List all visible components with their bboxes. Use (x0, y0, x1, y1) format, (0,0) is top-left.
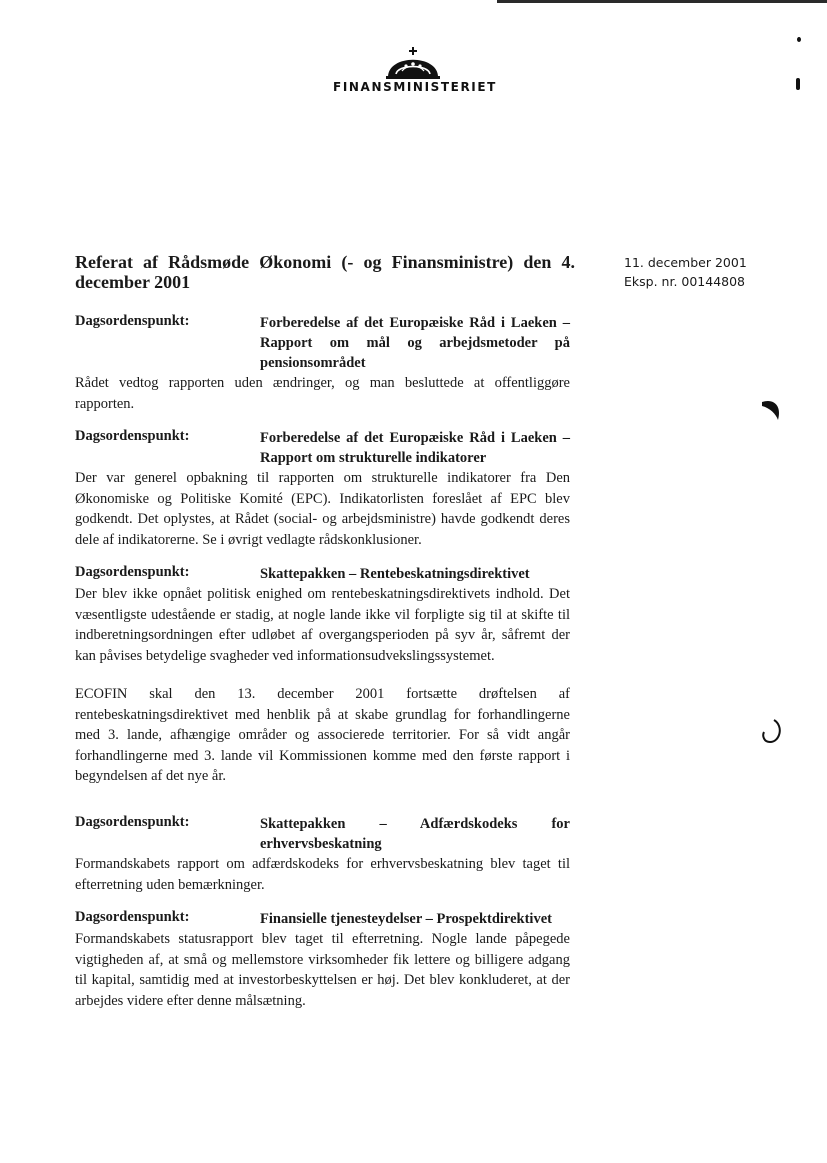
agenda-item (75, 564, 570, 787)
agenda-paragraph: Formandskabets rapport om adfærdskodeks for erhvervsbeskatning blev taget til efterretning uden bemærkninger. (75, 856, 570, 893)
agenda-item (75, 313, 570, 414)
agenda-item (75, 909, 570, 1011)
punch-hole-mark (760, 398, 782, 424)
scan-speck (796, 78, 800, 90)
document-date: 11. december 2001 (624, 255, 747, 270)
scan-edge-line (497, 0, 827, 3)
file-number: Eksp. nr. 00144808 (624, 274, 746, 289)
agenda-topic: Skattepakken – Rentebeskatningsdirektivet (260, 566, 530, 582)
agenda-label: Dagsordenspunkt: (75, 564, 190, 580)
agenda-item (75, 428, 570, 550)
agenda-paragraph: Rådet vedtog rapporten uden ændringer, og man besluttede at offentliggøre rapporten. (75, 375, 570, 412)
agenda-paragraph: ECOFIN skal den 13. december 2001 fortsætte drøftelsen af rentebeskatningsdirektivet med henblik på at skabe grundlag for forhandlingerne med 3. lande, afhængige områder og associerede territorier. For så vidt angår forhandlingerne med 3. lande vil Kommissionen komme med den første rapport i begyndelsen af det nye år. (75, 686, 570, 784)
agenda-header (75, 909, 570, 929)
agenda-topic: Forberedelse af det Europæiske Råd i Laeken – Rapport om mål og arbejdsmetoder på pensionsområdet (260, 315, 570, 371)
agenda-paragraph: Der blev ikke opnået politisk enighed om rentebeskatningsdirektivets indhold. Det væsentligste udestående er stadig, at nogle lande ikke vil forpligte sig til at skifte til indberetningsordningen efter udløbet af overgangsperioden på syv år, såfremt der kan påvises betydelige svagheder ved informationsudvekslingssystemet. (75, 586, 570, 664)
agenda-topic: Skattepakken – Adfærdskodeks for erhvervsbeskatning (260, 816, 570, 852)
agenda-label: Dagsordenspunkt: (75, 814, 190, 830)
agenda-header (75, 564, 570, 584)
agenda-topic: Forberedelse af det Europæiske Råd i Laeken – Rapport om strukturelle indikatorer (260, 430, 570, 466)
agenda-paragraph: Der var generel opbakning til rapporten om strukturelle indikatorer fra Den Økonomiske og Politiske Komité (EPC). Indikatorlisten foreslået af EPC blev godkendt. Det oplystes, at Rådet (social- og arbejdsministre) havde godkendt deres dele af indikatorerne. Se i øvrigt vedlagte rådskonklusioner. (75, 470, 570, 548)
agenda-item (75, 814, 570, 895)
scan-speck (797, 37, 801, 42)
agenda-topic: Finansielle tjenesteydelser – Prospektdirektivet (260, 911, 552, 927)
agenda-header (75, 814, 570, 854)
agenda-label: Dagsordenspunkt: (75, 428, 190, 444)
ministry-name: FINANSMINISTERIET (333, 80, 497, 94)
crown-logo (384, 44, 442, 80)
document-meta (624, 253, 814, 291)
punch-hole-mark (760, 718, 784, 744)
agenda-header (75, 428, 570, 468)
agenda-label: Dagsordenspunkt: (75, 313, 190, 329)
agenda-label: Dagsordenspunkt: (75, 909, 190, 925)
agenda-header (75, 313, 570, 373)
document-title: Referat af Rådsmøde Økonomi (- og Finansministre) den 4. december 2001 (75, 252, 575, 292)
agenda-paragraph: Formandskabets statusrapport blev taget til efterretning. Nogle lande påpegede vigtigheden af, at små og mellemstore virksomheder fik lettere og billigere adgang til kapital, samtidig med at investorbeskyttelsen er høj. Det blev konkluderet, at der arbejdes videre efter denne målsætning. (75, 931, 570, 1009)
